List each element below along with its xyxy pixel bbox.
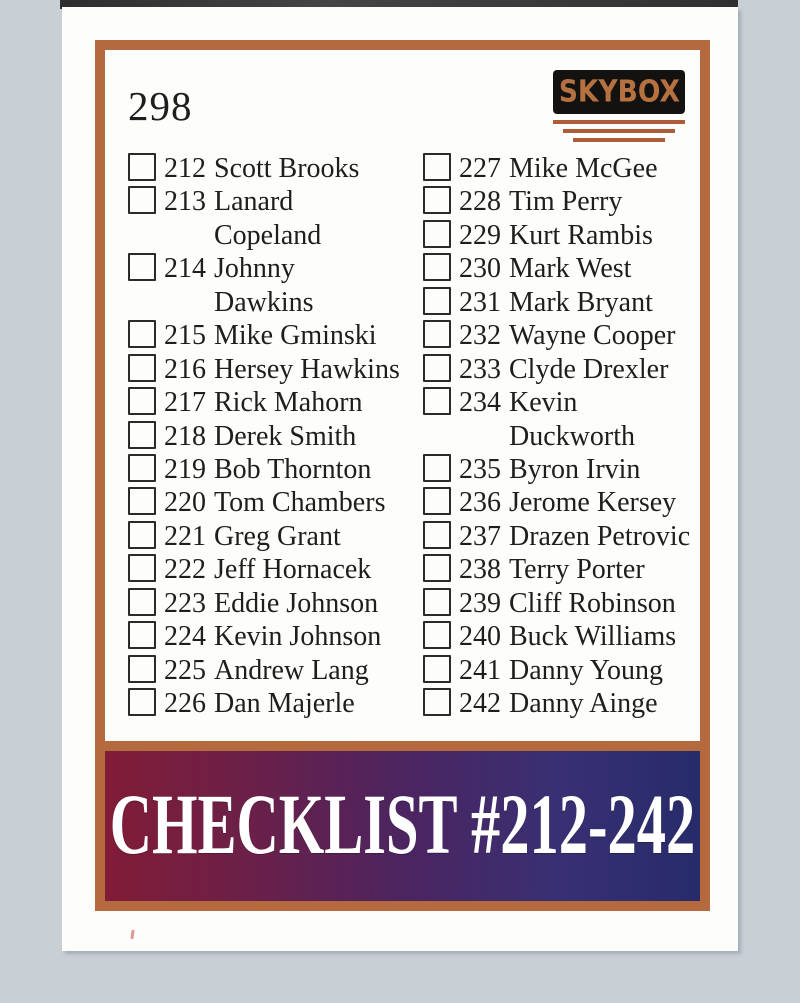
checklist-row: [128, 420, 428, 453]
checkbox[interactable]: [423, 186, 451, 214]
checkbox[interactable]: [423, 588, 451, 616]
player-name: Lanard: [214, 186, 294, 218]
checkbox[interactable]: [128, 186, 156, 214]
card-entry-number: 226: [164, 688, 206, 719]
checklist-row: [128, 620, 428, 653]
checkbox[interactable]: [128, 253, 156, 281]
logo-line: [563, 129, 675, 133]
checklist-row: [423, 353, 723, 386]
checklist-row: [423, 219, 723, 252]
logo-line: [573, 138, 665, 142]
checkbox[interactable]: [128, 354, 156, 382]
checklist-column-right: [423, 152, 723, 720]
checkbox[interactable]: [128, 655, 156, 683]
checkbox[interactable]: [423, 287, 451, 315]
checklist-row: [128, 252, 428, 285]
card-entry-number: 238: [459, 554, 501, 586]
checkbox[interactable]: [128, 153, 156, 181]
checklist-row: [128, 687, 428, 720]
checklist-row: [423, 152, 723, 185]
player-name: Rick Mahorn: [214, 387, 363, 419]
checklist-row: [423, 252, 723, 285]
checkbox[interactable]: [423, 454, 451, 482]
checkbox[interactable]: [423, 253, 451, 281]
checkbox[interactable]: [128, 454, 156, 482]
checkbox[interactable]: [423, 521, 451, 549]
card-entry-number: 233: [459, 353, 501, 385]
checklist-row: [423, 687, 723, 720]
player-name-continued: Copeland: [214, 219, 322, 251]
checkbox[interactable]: [423, 354, 451, 382]
checklist-row-continued: [128, 219, 428, 252]
card-entry-number: 240: [459, 621, 501, 653]
card-entry-number: 221: [164, 520, 206, 552]
checkbox[interactable]: [423, 554, 451, 582]
player-name: Drazen Petrovic: [509, 520, 691, 552]
checklist-row: [423, 520, 723, 553]
checklist-row: [128, 185, 428, 218]
logo-line: [553, 120, 685, 124]
player-name: Eddie Johnson: [214, 587, 379, 619]
player-name: Mike Gminski: [214, 320, 377, 352]
checklist-row: [128, 353, 428, 386]
checklist-row: [423, 587, 723, 620]
checklist-banner: [105, 741, 700, 901]
checkbox[interactable]: [423, 320, 451, 348]
player-name: Hersey Hawkins: [214, 353, 400, 385]
checklist-row: [423, 453, 723, 486]
card-number: 298: [128, 83, 193, 129]
checklist-row: [423, 654, 723, 687]
checkbox[interactable]: [128, 421, 156, 449]
card-entry-number: 224: [164, 621, 206, 653]
checklist-row: [423, 319, 723, 352]
checkbox[interactable]: [423, 220, 451, 248]
player-name: Tom Chambers: [214, 487, 386, 519]
card-entry-number: 229: [459, 219, 501, 251]
card-entry-number: 213: [164, 186, 206, 218]
checklist-row: [423, 486, 723, 519]
player-name: Cliff Robinson: [509, 587, 676, 619]
checkbox[interactable]: [423, 387, 451, 415]
checklist-row: [128, 319, 428, 352]
card-entry-number: 242: [459, 688, 501, 719]
checklist-row: [423, 286, 723, 319]
checklist-row: [128, 386, 428, 419]
card-entry-number: 230: [459, 253, 501, 285]
skybox-logo-text: SKYBOX: [558, 74, 680, 110]
player-name: Kurt Rambis: [509, 219, 653, 251]
card-entry-number: 237: [459, 520, 501, 552]
checklist-row: [128, 152, 428, 185]
player-name: Terry Porter: [509, 554, 645, 586]
card-entry-number: 234: [459, 387, 501, 419]
checkbox[interactable]: [423, 153, 451, 181]
card-entry-number: 220: [164, 487, 206, 519]
checklist-row: [128, 453, 428, 486]
checkbox[interactable]: [128, 387, 156, 415]
checkbox[interactable]: [423, 655, 451, 683]
player-name: Mike McGee: [509, 153, 658, 184]
card-entry-number: 236: [459, 487, 501, 519]
skybox-logo-box: [553, 70, 685, 114]
player-name: Scott Brooks: [214, 153, 360, 184]
checklist-row: [423, 620, 723, 653]
player-name: Jeff Hornacek: [214, 554, 372, 586]
card-entry-number: 231: [459, 286, 501, 318]
checklist-row: [128, 520, 428, 553]
checkbox[interactable]: [128, 320, 156, 348]
checklist-row: [128, 553, 428, 586]
player-name: Clyde Drexler: [509, 353, 669, 385]
card-entry-number: 227: [459, 153, 501, 184]
player-name: Danny Ainge: [509, 688, 658, 719]
checkbox[interactable]: [423, 688, 451, 716]
checklist-row: [128, 654, 428, 687]
checkbox[interactable]: [128, 621, 156, 649]
player-name: Tim Perry: [509, 186, 623, 218]
player-name: Jerome Kersey: [509, 487, 677, 519]
checklist-area: [105, 50, 700, 741]
player-name-continued: Duckworth: [509, 420, 635, 452]
player-name: Dan Majerle: [214, 688, 355, 719]
card-entry-number: 241: [459, 654, 501, 686]
player-name: Kevin: [509, 387, 578, 419]
checkbox[interactable]: [423, 621, 451, 649]
card-entry-number: 215: [164, 320, 206, 352]
card-entry-number: 218: [164, 420, 206, 452]
player-name: Buck Williams: [509, 621, 677, 653]
checklist-row: [423, 386, 723, 419]
checkbox[interactable]: [423, 487, 451, 515]
player-name: Mark Bryant: [509, 286, 653, 318]
checklist-column-left: [128, 152, 428, 720]
player-name: Danny Young: [509, 654, 664, 686]
player-name: Johnny: [214, 253, 295, 285]
player-name: Derek Smith: [214, 420, 357, 452]
checklist-row-continued: [423, 420, 723, 453]
checkbox[interactable]: [128, 588, 156, 616]
copper-frame: [95, 40, 710, 911]
card-entry-number: 216: [164, 353, 206, 385]
skybox-logo: [553, 70, 685, 147]
checkbox[interactable]: [128, 487, 156, 515]
player-name: Greg Grant: [214, 520, 341, 552]
trading-card: [62, 7, 738, 951]
skybox-logo-lines: [553, 120, 685, 147]
checklist-row: [128, 587, 428, 620]
card-entry-number: 219: [164, 453, 206, 485]
card-entry-number: 239: [459, 587, 501, 619]
card-entry-number: 222: [164, 554, 206, 586]
checkbox[interactable]: [128, 688, 156, 716]
player-name-continued: Dawkins: [214, 286, 314, 318]
card-entry-number: 228: [459, 186, 501, 218]
checklist-row: [423, 553, 723, 586]
player-name: Kevin Johnson: [214, 621, 382, 653]
player-name: Andrew Lang: [214, 654, 369, 686]
player-name: Wayne Cooper: [509, 320, 676, 352]
card-entry-number: 235: [459, 453, 501, 485]
checklist-row: [423, 185, 723, 218]
checklist-row: [128, 486, 428, 519]
player-name: Bob Thornton: [214, 453, 372, 485]
player-name: Mark West: [509, 253, 632, 285]
checkbox[interactable]: [128, 521, 156, 549]
checklist-row-continued: [128, 286, 428, 319]
card-entry-number: 212: [164, 153, 206, 184]
card-entry-number: 217: [164, 387, 206, 419]
card-entry-number: 214: [164, 253, 206, 285]
card-entry-number: 223: [164, 587, 206, 619]
player-name: Byron Irvin: [509, 453, 641, 485]
checkbox[interactable]: [128, 554, 156, 582]
banner-title: CHECKLIST #212-242: [109, 776, 696, 872]
card-entry-number: 232: [459, 320, 501, 352]
card-entry-number: 225: [164, 654, 206, 686]
